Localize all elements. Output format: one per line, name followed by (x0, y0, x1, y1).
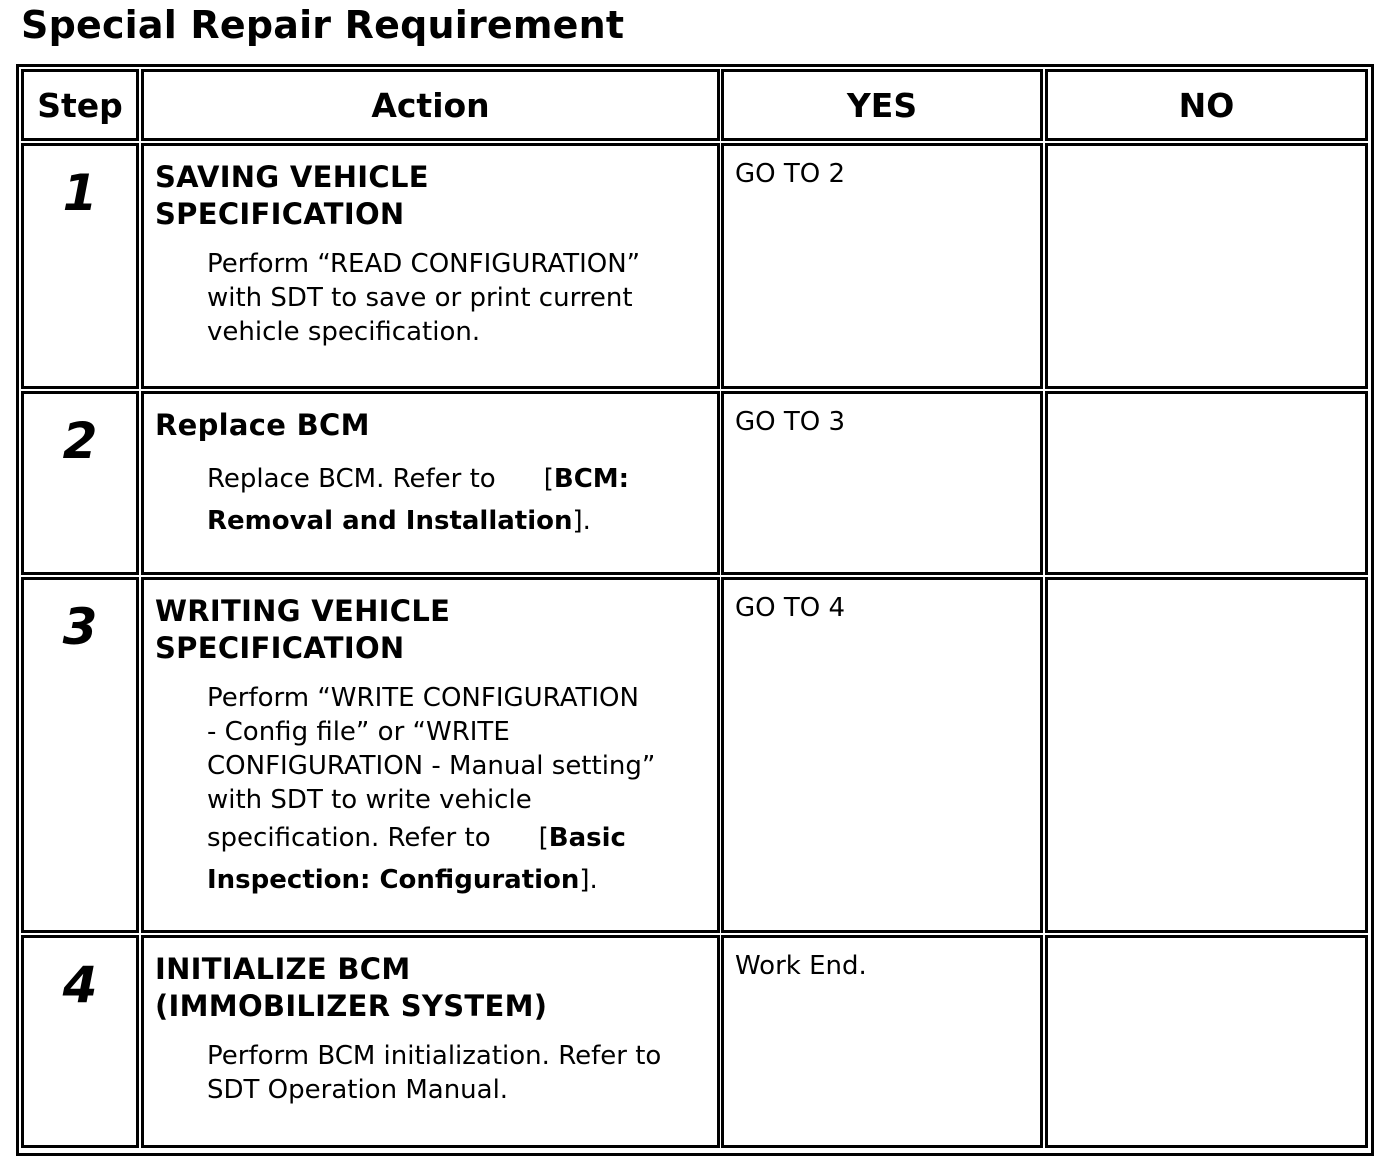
step-cell-4 (21, 935, 139, 1148)
yes-cell-3 (721, 577, 1043, 933)
no-cell-3 (1045, 577, 1368, 933)
action-heading (155, 593, 707, 667)
header-no (1045, 69, 1368, 141)
header-action (141, 69, 720, 141)
step-cell-1 (21, 143, 139, 389)
page-title: Special Repair Requirement (21, 3, 625, 47)
action-heading-line: SAVING VEHICLE (155, 160, 429, 194)
action-cell-2 (141, 391, 720, 575)
action-body (207, 458, 707, 542)
action-heading-line: WRITING VEHICLE (155, 594, 451, 628)
header-yes (721, 69, 1043, 141)
action-body-text: specification. Refer to (207, 823, 491, 853)
step-number: 4 (62, 956, 98, 1014)
action-body (207, 247, 707, 349)
header-yes-label: YES (846, 85, 918, 125)
action-body-line: vehicle specification. (207, 317, 481, 347)
yes-result: GO TO 2 (735, 159, 846, 189)
action-body-line: - Config file” or “WRITE (207, 717, 510, 747)
header-no-label: NO (1178, 85, 1235, 125)
step-number: 1 (62, 164, 98, 222)
action-heading-line: SPECIFICATION (155, 631, 405, 665)
action-cell-4 (141, 935, 720, 1148)
action-body-line: with SDT to save or print current (207, 283, 633, 313)
header-action-label: Action (371, 85, 490, 125)
action-heading (155, 407, 707, 444)
action-body-line: Perform “READ CONFIGURATION” (207, 249, 641, 279)
action-heading-line: INITIALIZE BCM (155, 952, 411, 986)
action-body-line: with SDT to write vehicle (207, 785, 532, 815)
action-body-text: Replace BCM. Refer to (207, 464, 496, 494)
header-step (21, 69, 139, 141)
yes-cell-1 (721, 143, 1043, 389)
reference-link: Basic (548, 823, 626, 853)
step-number: 2 (62, 412, 98, 470)
action-body-line: CONFIGURATION - Manual setting” (207, 751, 656, 781)
action-body-line: SDT Operation Manual. (207, 1075, 509, 1105)
action-cell-1 (141, 143, 720, 389)
action-body-line (207, 859, 707, 901)
yes-cell-4 (721, 935, 1043, 1148)
reference-link: Removal and Installation (207, 506, 573, 536)
action-body (207, 1039, 707, 1107)
step-number: 3 (62, 598, 98, 656)
step-cell-2 (21, 391, 139, 575)
step-cell-3 (21, 577, 139, 933)
yes-result: GO TO 3 (735, 407, 846, 437)
ref-bracket-close: ]. (572, 506, 591, 536)
action-cell-3 (141, 577, 720, 933)
header-step-label: Step (37, 85, 123, 125)
reference-link: BCM: (553, 464, 630, 494)
action-body-line: Perform BCM initialization. Refer to (207, 1041, 662, 1071)
ref-bracket-open: [ (538, 823, 549, 853)
action-heading-line: SPECIFICATION (155, 197, 405, 231)
action-heading-line: (IMMOBILIZER SYSTEM) (155, 989, 548, 1023)
action-body-line (207, 817, 707, 859)
action-body-line: Perform “WRITE CONFIGURATION (207, 683, 639, 713)
action-body (207, 681, 707, 901)
ref-bracket-open: [ (543, 464, 554, 494)
action-body-line (207, 458, 707, 500)
action-body-line (207, 500, 707, 542)
yes-result: GO TO 4 (735, 593, 846, 623)
action-heading (155, 159, 707, 233)
no-cell-1 (1045, 143, 1368, 389)
reference-link: Inspection: Configuration (207, 865, 580, 895)
no-cell-2 (1045, 391, 1368, 575)
action-heading-line: Replace BCM (155, 408, 370, 442)
yes-cell-2 (721, 391, 1043, 575)
yes-result: Work End. (735, 951, 867, 981)
no-cell-4 (1045, 935, 1368, 1148)
ref-bracket-close: ]. (579, 865, 598, 895)
action-heading (155, 951, 707, 1025)
